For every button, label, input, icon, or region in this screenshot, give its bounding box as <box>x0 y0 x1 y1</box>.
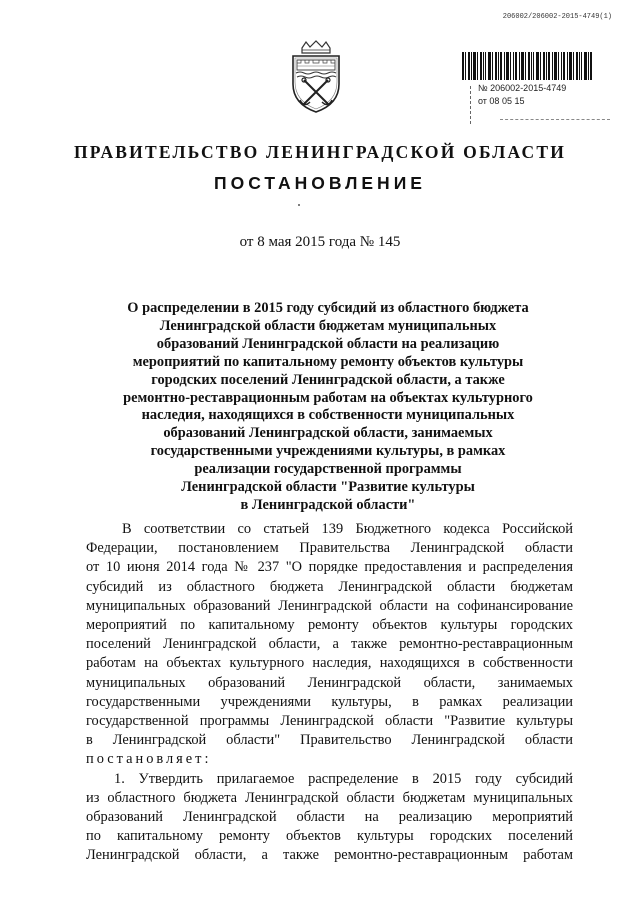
body-line: В соответствии со статьей 139 Бюджетного кодекса Российской <box>122 521 573 537</box>
subject-line: мероприятий по капитальному ремонту объектов культуры <box>132 353 524 370</box>
body-line: субсидий из областного бюджета Ленинградской области бюджетам <box>86 578 573 595</box>
subject-line: городских поселений Ленинградской области, а также <box>151 371 505 388</box>
document-date-number: от 8 мая 2015 года № 145 <box>239 234 401 250</box>
registration-number: № 206002-2015-4749 <box>478 83 567 93</box>
document-subject <box>118 300 538 515</box>
government-title: ПРАВИТЕЛЬСТВО ЛЕНИНГРАДСКОЙ ОБЛАСТИ <box>73 142 567 162</box>
subject-line: образований Ленинградской области, занимаемых <box>163 425 493 442</box>
barcode-icon <box>462 52 592 80</box>
stray-mark <box>298 204 300 206</box>
body-line: Федерации, постановлением Правительства Ленинградской области <box>86 540 573 557</box>
registration-dash-line <box>500 119 610 121</box>
document-body <box>86 520 573 866</box>
body-line: в Ленинградской области" Правительство Ленинградской области <box>86 732 573 749</box>
body-line-resolves: постановляет: <box>86 751 212 768</box>
subject-line: в Ленинградской области" <box>240 496 416 513</box>
body-line: 1. Утвердить прилагаемое распределение в 2015 году субсидий <box>114 770 573 787</box>
body-line: из областного бюджета Ленинградской области бюджетам муниципальных <box>86 789 573 806</box>
subject-line: реализации государственной программы <box>194 461 462 478</box>
subject-line: Ленинградской области бюджетам муниципальных <box>159 317 497 334</box>
body-line: мероприятий по капитальному ремонту объектов культуры городских <box>86 617 573 634</box>
body-line: государственной программы Ленинградской области "Развитие культуры <box>86 713 573 730</box>
subject-line: государственными учреждениями культуры, в рамках <box>150 443 506 460</box>
body-line: работам на объектах культурного наследия, находящихся в собственности <box>86 655 573 672</box>
body-line: от 10 июня 2014 года № 237 "О порядке предоставления и распределения <box>86 559 573 576</box>
body-line: муниципальных образований Ленинградской области на софинансирование <box>86 597 573 614</box>
coat-of-arms-icon <box>288 40 344 114</box>
body-line: поселений Ленинградской области, а также ремонтно-реставрационным <box>86 636 573 653</box>
subject-line: образований Ленинградской области на реализацию <box>156 335 500 352</box>
registration-code-top: 206002/206002-2015-4749(1) <box>502 13 612 21</box>
body-line: по капитальному ремонту объектов культуры городских поселений <box>86 828 573 845</box>
document-type: ПОСТАНОВЛЕНИЕ <box>214 173 426 193</box>
subject-line: Ленинградской области "Развитие культуры <box>181 479 475 496</box>
body-line: Ленинградской области, а также ремонтно-реставрационным работам <box>86 847 573 864</box>
body-line: государственными учреждениями культуры, в рамках реализации <box>86 693 573 710</box>
subject-line: наследия, находящихся в собственности муниципальных <box>141 407 515 424</box>
registration-bracket <box>470 86 472 124</box>
subject-line: ремонтно-реставрационным работам на объектах культурного <box>123 389 533 406</box>
subject-line: О распределении в 2015 году субсидий из областного бюджета <box>127 300 529 316</box>
body-line: образований Ленинградской области на реализацию мероприятий <box>86 809 573 826</box>
registration-date: от 08 05 15 <box>478 96 525 106</box>
body-line: муниципальных образований Ленинградской области, занимаемых <box>86 674 573 691</box>
